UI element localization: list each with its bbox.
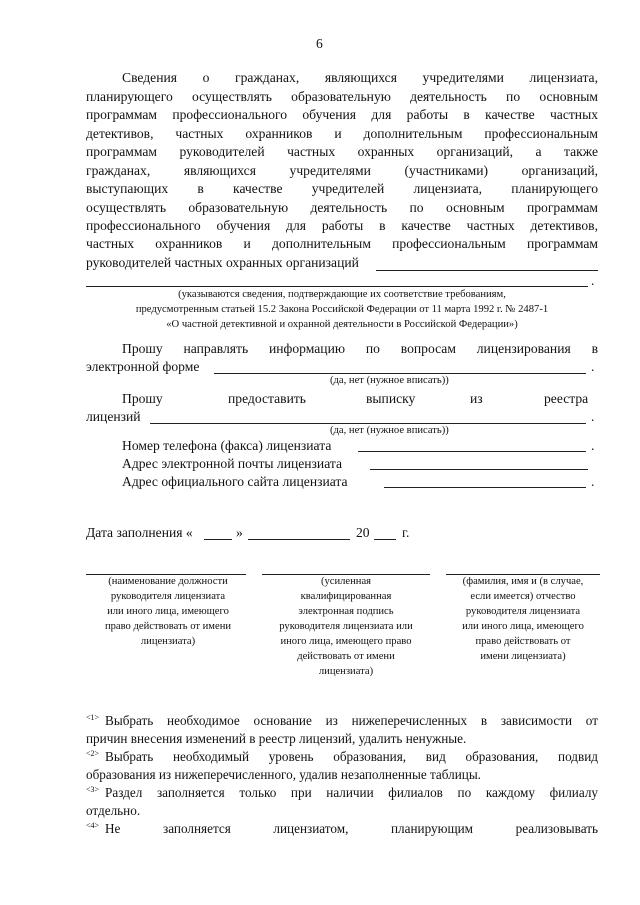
request-electronic-line2: электронной форме: [86, 359, 200, 374]
signature-caption: руководителя лицензиата: [110, 591, 226, 602]
extract-hint: (да, нет (нужное вписать)): [330, 425, 449, 436]
founders-line: Сведения о гражданах, являющихся учредителями лицензиата,: [122, 70, 598, 85]
date-day-field[interactable]: [204, 539, 232, 540]
date-year-prefix: 20: [356, 525, 370, 540]
footnote-mark: <2>: [86, 749, 100, 758]
founders-line: гражданах, являющихся учредителями (участниками) организаций,: [86, 163, 598, 178]
request-electronic-line1: Прошу направлять информацию по вопросам лицензирования в: [122, 341, 598, 356]
date-label: Дата заполнения «: [86, 525, 193, 540]
signature-caption: (усиленная: [320, 576, 372, 587]
signature-caption: руководителя лицензиата или: [279, 621, 413, 632]
date-year-suffix: г.: [402, 525, 410, 540]
founders-line: частных охранников и дополнительным профессиональным программам: [86, 236, 598, 251]
footnote-line: $^{<3>}$ Раздел заполняется только при наличии филиалов по каждому филиалу: [86, 785, 598, 800]
signature-caption: (фамилия, имя и (в случае,: [462, 576, 584, 587]
extract-answer-field[interactable]: [150, 423, 586, 424]
footnote-mark: <3>: [86, 785, 100, 794]
signature-caption: иного лица, имеющего право: [280, 636, 412, 647]
extract-word: предоставить: [228, 391, 306, 406]
footnote-line: отдельно.: [86, 803, 141, 818]
note-line: предусмотренным статьей 15.2 Закона Российской Федерации от 11 марта 1992 г. № 2487-1: [135, 304, 549, 315]
phone-label: Номер телефона (факса) лицензиата: [122, 438, 332, 453]
note-line: «О частной детективной и охранной деятельности в Российской Федерации»): [166, 319, 518, 330]
founders-line: осуществлять образовательную деятельность по основным программам: [86, 200, 598, 215]
signature-caption: право действовать от имени: [104, 621, 232, 632]
founders-line: выступающих в качестве учредителей лицензиата, планирующего: [86, 181, 598, 196]
signature-caption: действовать от имени: [297, 651, 395, 662]
extract-word: реестра: [544, 391, 589, 406]
signature-caption: (наименование должности: [108, 576, 228, 587]
site-field[interactable]: [384, 487, 586, 488]
footnote-line: $^{<1>}$ Выбрать необходимое основание из нижеперечисленных в зависимости от: [86, 713, 598, 728]
footnote-line: образования из нижеперечисленного, удалив незаполненные таблицы.: [86, 767, 481, 782]
signature-caption: лицензиата): [318, 666, 374, 677]
founders-line: планирующего осуществлять образовательную деятельность по основным: [86, 89, 598, 104]
fullname-field[interactable]: [446, 574, 600, 575]
site-label: Адрес официального сайта лицензиата: [122, 474, 348, 489]
position-field[interactable]: [86, 574, 246, 575]
founders-line: программам руководителей частных охранных организаций, а также: [86, 144, 598, 159]
signature-caption: электронная подпись: [298, 606, 394, 617]
founders-line: руководителей частных охранных организаций: [86, 255, 359, 270]
extract-word: Прошу: [122, 391, 163, 406]
note-line: (указываются сведения, подтверждающие их соответствие требованиям,: [178, 289, 506, 300]
founders-line: детективов, частных охранников и дополнительным профессиональным: [86, 126, 598, 141]
signature-caption: квалифицированная: [300, 591, 392, 602]
signature-field[interactable]: [262, 574, 430, 575]
signature-caption: лицензиата): [140, 636, 196, 647]
footnote-mark: <1>: [86, 713, 100, 722]
footnote-line: $^{<4>}$ Не заполняется лицензиатом, планирующим реализовывать: [86, 821, 598, 836]
footnote-mark: <4>: [86, 821, 100, 830]
extract-word: из: [470, 391, 483, 406]
date-close-quote: »: [236, 525, 243, 540]
signature-caption: или иного лица, имеющего: [107, 606, 229, 617]
founders-fill-line-2[interactable]: [86, 286, 588, 287]
signature-caption: имени лицензиата): [480, 651, 566, 662]
footnote-line: $^{<2>}$ Выбрать необходимый уровень образования, вид образования, подвид: [86, 749, 598, 764]
founders-line: профессионального обучения для работы в качестве частных детективов,: [86, 218, 598, 233]
signature-caption: или иного лица, имеющего: [462, 621, 584, 632]
extract-word: выписку: [366, 391, 416, 406]
signature-caption: если имеется) отчество: [470, 591, 576, 602]
founders-line: программам профессионального обучения для работы в качестве частных: [86, 107, 598, 122]
founders-fill-line[interactable]: [376, 270, 598, 271]
signature-caption: руководителя лицензиата: [465, 606, 581, 617]
date-year-field[interactable]: [374, 539, 396, 540]
footnote-line: причин внесения изменений в реестр лицензий, удалить ненужные.: [86, 731, 467, 746]
signature-caption: право действовать от: [475, 636, 571, 647]
electronic-hint: (да, нет (нужное вписать)): [330, 375, 449, 386]
phone-field[interactable]: [358, 451, 586, 452]
extract-line2: лицензий: [86, 409, 141, 424]
date-month-field[interactable]: [248, 539, 350, 540]
email-label: Адрес электронной почты лицензиата: [122, 456, 343, 471]
email-field[interactable]: [370, 469, 588, 470]
page-number: 6: [316, 36, 323, 51]
electronic-answer-field[interactable]: [214, 373, 586, 374]
